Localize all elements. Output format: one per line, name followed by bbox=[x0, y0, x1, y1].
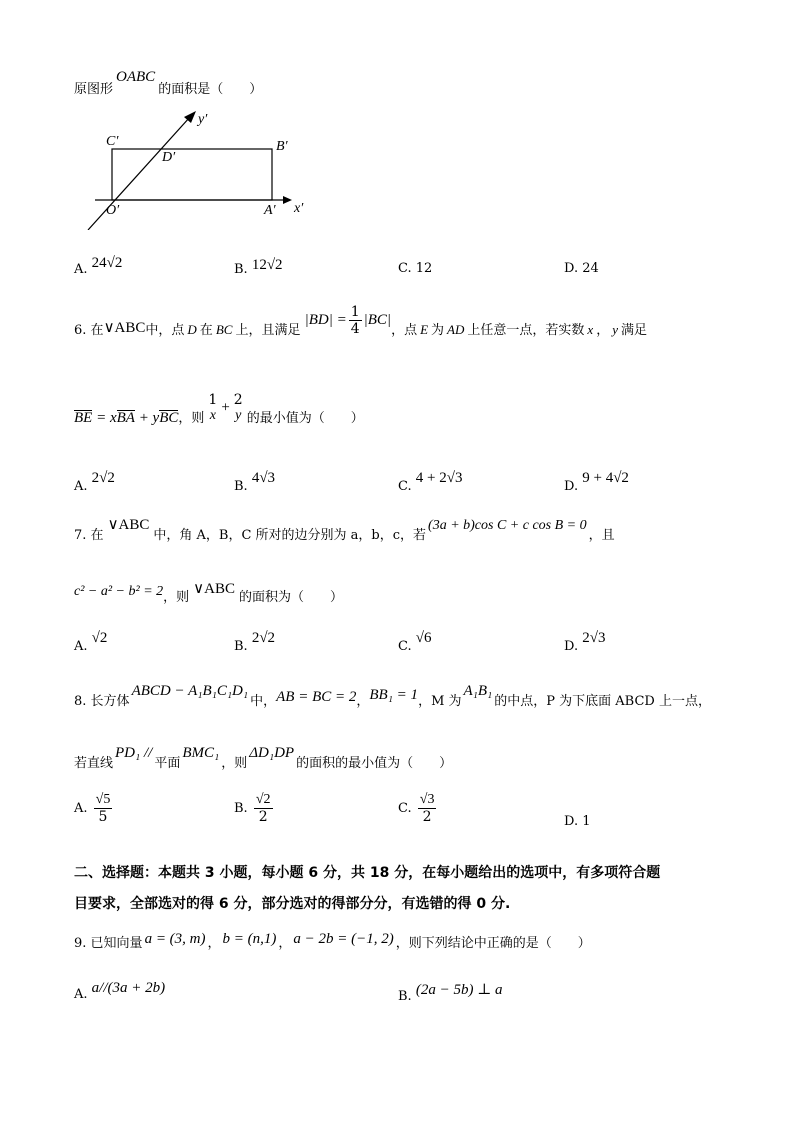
y-axis bbox=[88, 117, 190, 230]
q8-text: 平面 bbox=[154, 756, 181, 771]
q8-line: PD₁ // bbox=[115, 745, 153, 761]
q9-number: 9. bbox=[74, 936, 87, 951]
q8-text: 的面积的最小值为（ ） bbox=[296, 756, 453, 771]
q9-vector-a: a = (3, m) bbox=[144, 931, 206, 947]
label-d: D′ bbox=[162, 150, 176, 165]
option-value: a//(3a + 2b) bbox=[91, 980, 166, 996]
option-label: D. bbox=[564, 479, 579, 494]
q6-text: 在 bbox=[90, 323, 104, 338]
option-label: B. bbox=[234, 479, 248, 494]
q6-frac-2y: 2 y bbox=[233, 392, 243, 423]
q8-triangle: ΔD₁DP bbox=[249, 745, 295, 761]
q7-text: 的面积为（ ） bbox=[239, 590, 344, 605]
option-value: 12√2 bbox=[251, 257, 283, 273]
q8-line1 bbox=[74, 680, 711, 709]
q7-number: 7. bbox=[74, 528, 87, 543]
q9-vector-b: b = (n,1) bbox=[222, 931, 277, 947]
option-label: D. bbox=[564, 639, 579, 654]
x-axis-arrow bbox=[283, 196, 292, 204]
q8-line2 bbox=[74, 742, 453, 771]
q5-figure bbox=[80, 105, 320, 230]
option-value: 2√2 bbox=[251, 630, 276, 646]
q8-text: ，则 bbox=[221, 756, 248, 771]
q7-option-a[interactable] bbox=[74, 630, 108, 654]
option-value: 12 bbox=[415, 261, 433, 276]
option-value: √6 bbox=[415, 630, 432, 646]
q8-number: 8. bbox=[74, 694, 87, 709]
q7-line1 bbox=[74, 514, 615, 543]
q8-segment: A₁B₁ bbox=[463, 683, 493, 699]
q9-text: ， bbox=[207, 936, 221, 951]
q9-text: ，则下列结论中正确的是（ ） bbox=[395, 936, 591, 951]
option-label: D. bbox=[564, 814, 579, 829]
q7-triangle: ∨ABC bbox=[107, 517, 150, 533]
option-label: A. bbox=[74, 801, 88, 816]
q5-option-d[interactable] bbox=[564, 261, 599, 276]
q5-tail-math: OABC bbox=[116, 69, 156, 85]
q9-vector-diff: a − 2b = (−1, 2) bbox=[293, 931, 394, 947]
q6-fraction: $\frac{1}{4}$ bbox=[350, 304, 360, 337]
q6-vector-ba: BA bbox=[116, 409, 135, 426]
q7-text: 中，角 A，B，C 所对的边分别为 a，b，c，若 bbox=[153, 528, 427, 543]
q5-tail-line bbox=[74, 69, 263, 97]
q6-var: y bbox=[612, 322, 618, 337]
q6-text: ， bbox=[596, 323, 610, 338]
option-value: 9 + 4√2 bbox=[582, 470, 629, 486]
q7-equation: (3a + b)cos C + c cos B = 0 bbox=[428, 518, 587, 533]
q8-eq2: BB₁ = 1 bbox=[369, 687, 419, 703]
option-fraction: $\frac{√3}{2}$ bbox=[419, 792, 435, 825]
option-label: B. bbox=[234, 262, 248, 277]
q9-option-b[interactable] bbox=[398, 980, 503, 1004]
q7-triangle: ∨ABC bbox=[193, 581, 235, 597]
option-value: 24 bbox=[582, 261, 599, 276]
q5-option-c[interactable] bbox=[398, 261, 432, 276]
q6-text: 的最小值为（ ） bbox=[246, 410, 364, 426]
q6-eq-left: |BD| = bbox=[304, 312, 347, 328]
q8-text: 若直线 bbox=[74, 756, 114, 771]
q6-text: 上，且满足 bbox=[235, 323, 301, 338]
q6-text: ，则 bbox=[178, 410, 205, 426]
label-b: B′ bbox=[276, 139, 288, 154]
q8-option-b[interactable] bbox=[234, 792, 275, 825]
label-o: O′ bbox=[106, 203, 120, 218]
q9-line bbox=[74, 928, 591, 951]
option-fraction: $\frac{√5}{5}$ bbox=[95, 792, 111, 825]
q6-option-c[interactable] bbox=[398, 470, 463, 494]
q6-text: 为 bbox=[431, 323, 445, 338]
q6-number: 6. bbox=[74, 323, 87, 338]
q6-var: E bbox=[420, 322, 429, 337]
section2-heading-line1: 二、选择题：本题共 3 小题，每小题 6 分，共 18 分，在每小题给出的选项中，有多项符合题 bbox=[74, 865, 661, 881]
option-value: 2√3 bbox=[582, 630, 606, 646]
q8-text: 长方体 bbox=[90, 694, 130, 709]
q8-text: 中， bbox=[250, 694, 277, 709]
q5-option-b[interactable] bbox=[234, 255, 283, 277]
q7-option-c[interactable] bbox=[398, 630, 432, 654]
q8-option-a[interactable] bbox=[74, 792, 114, 825]
q9-text: 已知向量 bbox=[90, 936, 143, 951]
q7-line2 bbox=[74, 578, 344, 605]
q7-text: ，且 bbox=[588, 528, 615, 543]
q6-line1 bbox=[74, 304, 647, 337]
option-value: 4 + 2√3 bbox=[415, 470, 463, 486]
option-label: D. bbox=[564, 261, 579, 276]
q6-eq: = x bbox=[92, 409, 117, 426]
option-fraction: $\frac{√2}{2}$ bbox=[255, 792, 271, 825]
q6-vector-bc: BC bbox=[159, 409, 179, 426]
q6-text: ，点 bbox=[391, 323, 418, 338]
q8-option-c[interactable] bbox=[398, 792, 438, 825]
q5-tail-suffix: 的面积是（ ） bbox=[158, 82, 263, 97]
q6-text: 满足 bbox=[620, 323, 647, 338]
q6-var: BC bbox=[215, 322, 233, 337]
parallelogram-rect bbox=[112, 149, 272, 200]
q7-equation2: c² − a² − b² = 2 bbox=[74, 584, 164, 599]
q8-text: ，M 为 bbox=[418, 694, 462, 709]
option-value: (2a − 5b) ⊥ a bbox=[415, 982, 503, 998]
option-value: 2√2 bbox=[91, 470, 115, 486]
q6-option-d[interactable] bbox=[564, 470, 629, 494]
option-label: C. bbox=[398, 639, 412, 654]
option-label: A. bbox=[74, 639, 88, 654]
option-label: A. bbox=[74, 262, 88, 277]
q6-eq-right: |BC| bbox=[363, 312, 392, 328]
option-label: C. bbox=[398, 261, 412, 276]
q6-triangle: ∨ABC bbox=[103, 320, 146, 336]
option-value: 1 bbox=[582, 814, 591, 829]
q9-text: ， bbox=[278, 936, 292, 951]
option-label: B. bbox=[234, 801, 248, 816]
option-value: 24√2 bbox=[91, 255, 123, 271]
q7-text: ，则 bbox=[163, 590, 190, 605]
q8-option-d[interactable] bbox=[564, 814, 591, 829]
label-c: C′ bbox=[106, 134, 119, 149]
q6-var: x bbox=[587, 322, 594, 337]
q6-line2 bbox=[74, 392, 364, 424]
option-label: A. bbox=[74, 479, 88, 494]
q7-text: 在 bbox=[90, 528, 104, 543]
q7-option-d[interactable] bbox=[564, 630, 606, 654]
option-value: √2 bbox=[91, 630, 108, 646]
q6-vector-be: BE bbox=[74, 409, 93, 426]
q6-option-a[interactable] bbox=[74, 470, 115, 494]
q6-plus: + bbox=[221, 399, 230, 416]
section2-heading-line2: 目要求，全部选对的得 6 分，部分选对的得部分分，有选错的得 0 分. bbox=[74, 896, 511, 912]
option-label: A. bbox=[74, 987, 88, 1002]
q6-frac-1x: 1 x bbox=[208, 392, 218, 423]
q8-text: 的中点，P 为下底面 ABCD 上一点， bbox=[494, 694, 711, 709]
q6-option-b[interactable] bbox=[234, 470, 276, 494]
q8-eq1: AB = BC = 2 bbox=[276, 689, 357, 705]
label-y: y′ bbox=[198, 112, 208, 127]
label-a: A′ bbox=[264, 203, 276, 218]
q6-var: AD bbox=[447, 322, 465, 337]
q6-eq: + y bbox=[134, 409, 160, 426]
q5-tail-prefix: 原图形 bbox=[74, 82, 114, 97]
q8-solid: ABCD − A₁B₁C₁D₁ bbox=[131, 683, 249, 699]
option-value: 4√3 bbox=[251, 470, 276, 486]
q8-plane: BMC₁ bbox=[182, 745, 220, 761]
option-label: B. bbox=[234, 639, 248, 654]
q7-option-b[interactable] bbox=[234, 630, 276, 654]
q6-var: D bbox=[187, 322, 197, 337]
q6-text: 上任意一点，若实数 bbox=[467, 323, 585, 338]
q6-text: 在 bbox=[199, 323, 213, 338]
q8-text: ， bbox=[356, 694, 370, 709]
label-x: x′ bbox=[294, 201, 304, 216]
option-label: B. bbox=[398, 989, 412, 1004]
option-label: C. bbox=[398, 801, 412, 816]
q6-text: 中，点 bbox=[145, 323, 185, 338]
q9-option-a[interactable] bbox=[74, 980, 166, 1002]
option-label: C. bbox=[398, 479, 412, 494]
q5-option-a[interactable] bbox=[74, 255, 123, 277]
